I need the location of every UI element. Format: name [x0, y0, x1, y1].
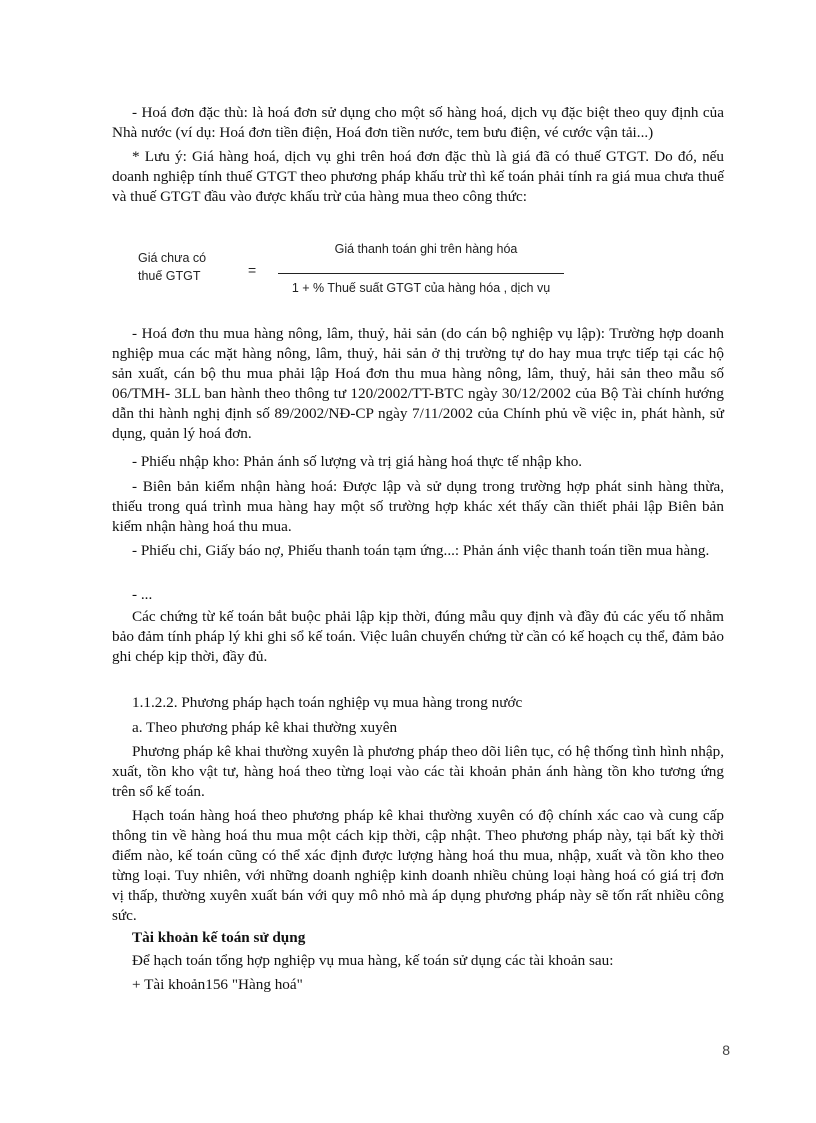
paragraph-inspection-record: - Biên bản kiểm nhận hàng hoá: Được lập và sử dụng trong trường hợp phát sinh hàng thừa, thiếu trong quá trình mua hàng hay một số trường hợp khác xét thấy cần thiết phải lập Biên bản kiểm nhận hàng hoá thu mua. [112, 478, 724, 535]
paragraph-accounts-intro: Để hạch toán tổng hợp nghiệp vụ mua hàng, kế toán sử dụng các tài khoản sau: [132, 952, 614, 969]
paragraph-note: * Lưu ý: Giá hàng hoá, dịch vụ ghi trên hoá đơn đặc thù là giá đã có thuế GTGT. Do đó, nếu doanh nghiệp tính thuế GTGT theo phương pháp khấu trừ thì kế toán phải tính ra giá mua chưa thuế và thuế GTGT đầu vào được khấu trừ của hàng mua theo công thức: [112, 148, 724, 205]
formula-lhs-line2: thuế GTGT [138, 269, 201, 283]
paragraph-perpetual-accounting: Hạch toán hàng hoá theo phương pháp kê khai thường xuyên có độ chính xác cao và cung cấp thông tin về hàng hoá thu mua một cách kịp thời, cập nhật. Theo phương pháp này, tại bất kỳ thời điểm nào, kế toán cũng có thể xác định được lượng hàng hoá thu mua, nhập, xuất và tồn kho theo từng loại. Tuy nhiên, với những doanh nghiệp kinh doanh nhiều chủng loại hàng hoá có giá trị đơn vị thấp, thường xuyên xuất bán với quy mô nhỏ mà áp dụng phương pháp này sẽ tốn rất nhiều công sức. [112, 807, 724, 924]
paragraph-voucher-rules: Các chứng từ kế toán bắt buộc phải lập kịp thời, đúng mẫu quy định và đầy đủ các yếu tố nhằm bảo đảm tính pháp lý khi ghi sổ kế toán. Việc luân chuyển chứng từ cần có kế hoạch cụ thể, đảm bảo ghi chép kịp thời, đầy đủ. [112, 608, 724, 665]
formula-lhs [138, 249, 206, 285]
paragraph-payment-docs: - Phiếu chi, Giấy báo nợ, Phiếu thanh toán tạm ứng...: Phản ánh việc thanh toán tiền mua hàng. [132, 542, 710, 559]
page-number: 8 [722, 1042, 730, 1058]
formula-equals-sign: = [248, 262, 257, 278]
formula-numerator: Giá thanh toán ghi trên hàng hóa [334, 242, 518, 256]
formula-denominator: 1 + % Thuế suất GTGT của hàng hóa , dịch vụ [291, 281, 551, 295]
subsection-heading-a: a. Theo phương pháp kê khai thường xuyên [132, 719, 398, 736]
section-heading-1-1-2-2: 1.1.2.2. Phương pháp hạch toán nghiệp vụ mua hàng trong nước [132, 694, 523, 711]
fraction-bar [278, 273, 564, 274]
paragraph-ellipsis: - ... [132, 586, 153, 603]
paragraph-special-invoice: - Hoá đơn đặc thù: là hoá đơn sử dụng cho một số hàng hoá, dịch vụ đặc biệt theo quy định của Nhà nước (ví dụ: Hoá đơn tiền điện, Hoá đơn tiền nước, tem bưu điện, vé cước vận tải...) [112, 104, 724, 141]
paragraph-receipt-note: - Phiếu nhập kho: Phản ánh số lượng và trị giá hàng hoá thực tế nhập kho. [132, 453, 583, 470]
paragraph-perpetual-definition: Phương pháp kê khai thường xuyên là phương pháp theo dõi liên tục, có hệ thống tình hình nhập, xuất, tồn kho vật tư, hàng hoá theo từng loại vào các tài khoản phản ánh hàng tồn kho tương ứng trên sổ kế toán. [112, 743, 724, 800]
formula-lhs-line1: Giá chưa có [138, 251, 207, 265]
paragraph-purchase-invoice: - Hoá đơn thu mua hàng nông, lâm, thuỷ, hải sản (do cán bộ nghiệp vụ lập): Trường hợp doanh nghiệp mua các mặt hàng nông, lâm, thuỷ, hải sản ở thị trường tự do hay mua trực tiếp tại các hộ sản xuất, cán bộ thu mua phải lập Hoá đơn thu mua hàng nông, lâm, thuỷ, hải sản theo mẫu số 06/TMH- 3LL ban hành theo thông tư 120/2002/TT-BTC ngày 30/12/2002 của Bộ Tài chính hướng dẫn thi hành nghị định số 89/2002/NĐ-CP ngày 7/11/2002 của Chính phủ về việc in, phát hành, sử dụng, quản lý hoá đơn. [112, 325, 724, 442]
paragraph-account-156: + Tài khoản156 "Hàng hoá" [132, 976, 303, 993]
price-formula [138, 240, 578, 310]
heading-accounts-used: Tài khoản kế toán sử dụng [132, 929, 306, 946]
